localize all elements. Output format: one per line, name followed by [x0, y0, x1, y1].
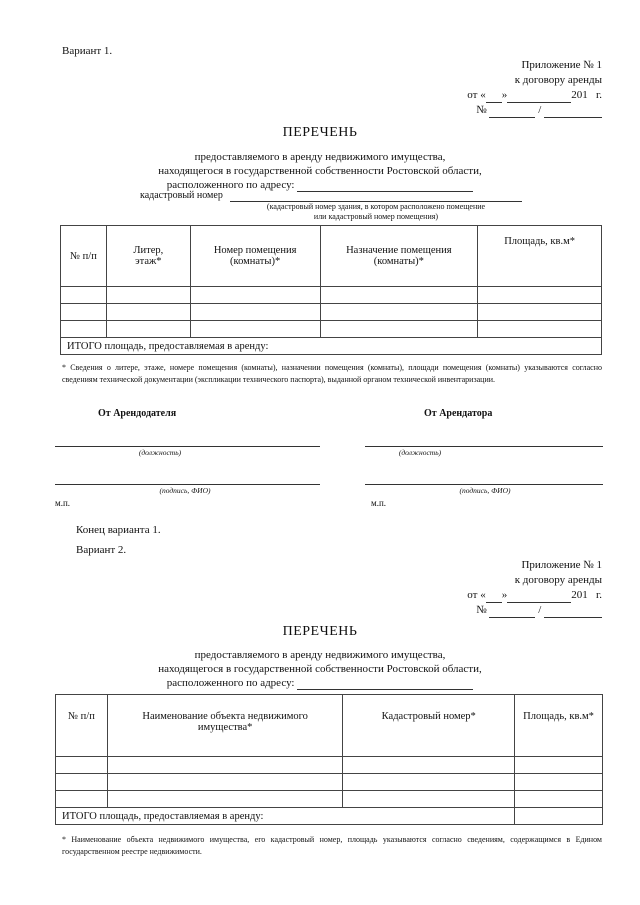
footnote-2: * Наименование объекта недвижимого имущества, его кадастровый номер, площадь указываются согласно сведениям, содержащимся в Едином государственном реестре недвижимости. [62, 835, 602, 856]
lessor-title: От Арендодателя [98, 408, 177, 419]
col-purpose-header: Назначение помещения (комнаты)* [320, 226, 478, 287]
lessee-stamp: м.п. [371, 498, 387, 508]
annex-header-1 [402, 58, 602, 118]
lessor-position-line [55, 446, 320, 447]
col-number-header: № п/п [56, 695, 108, 757]
col-object-name-header: Наименование объекта недвижимого имущества* [107, 695, 343, 757]
lessee-position-line [365, 446, 603, 447]
table-header-row [56, 695, 603, 757]
annex-contract: к договору аренды [514, 74, 602, 86]
table-row [61, 304, 602, 321]
annex-number: № / [402, 603, 602, 618]
annex-title: Приложение № 1 [521, 559, 602, 571]
footnote-1: * Сведения о литере, этаже, номере помещения (комнаты), назначении помещения (комнаты), площади помещения (комнаты) указываются согласно сведениям технической документации (экспликации технического паспорта), выданной органом технической инвентаризации. [62, 363, 602, 384]
variant-2-label: Вариант 2. [76, 544, 127, 556]
premises-table-1 [60, 225, 602, 355]
col-cadastral-header: Кадастровый номер* [343, 695, 515, 757]
annex-date: от « » 201 г. [467, 589, 602, 601]
table-row [61, 287, 602, 304]
lessee-sign-caption: (подпись, ФИО) [459, 486, 511, 495]
table-row [56, 757, 603, 774]
table-header-row [61, 226, 602, 287]
col-number-header: № п/п [61, 226, 107, 287]
col-area-header: Площадь, кв.м* [515, 695, 603, 757]
table-total-row [56, 808, 603, 825]
table-row [61, 321, 602, 338]
col-room-number-header: Номер помещения (комнаты)* [190, 226, 320, 287]
table-row [56, 791, 603, 808]
col-area-header: Площадь, кв.м* [478, 226, 602, 287]
premises-table-2 [55, 694, 603, 825]
variant-1-label: Вариант 1. [62, 45, 113, 57]
cadastral-label: кадастровый номер [140, 190, 223, 201]
table-row [56, 774, 603, 791]
annex-title: Приложение № 1 [521, 59, 602, 71]
list-subtitle-2: предоставляемого в аренду недвижимого имущества, находящегося в государственной собственности Ростовской области, расположенного по адресу: [158, 649, 482, 689]
table-total-label: ИТОГО площадь, предоставляемая в аренду: [56, 808, 515, 825]
list-title-1: ПЕРЕЧЕНЬ [282, 125, 358, 140]
cadastral-note: (кадастровый номер здания, в котором расположено помещение или кадастровый номер помещения) [266, 202, 486, 221]
annex-contract: к договору аренды [514, 574, 602, 586]
lessor-position-caption: (должность) [138, 448, 182, 457]
table-total-label: ИТОГО площадь, предоставляемая в аренду: [61, 338, 602, 355]
lessor-stamp: м.п. [55, 498, 71, 508]
variant-1-end: Конец варианта 1. [76, 524, 161, 536]
annex-header-2 [402, 558, 602, 618]
lessee-sign-line [365, 484, 603, 485]
table-total-row [61, 338, 602, 355]
col-litera-header: Литер, этаж* [106, 226, 190, 287]
list-subtitle-1: предоставляемого в аренду недвижимого имущества, находящегося в государственной собственности Ростовской области, расположенного по адресу: [158, 151, 482, 191]
annex-number: № / [402, 103, 602, 118]
lessor-sign-line [55, 484, 320, 485]
annex-date: от « » 201 г. [467, 89, 602, 101]
lessor-sign-caption: (подпись, ФИО) [159, 486, 211, 495]
list-title-2: ПЕРЕЧЕНЬ [282, 624, 358, 639]
lessee-position-caption: (должность) [398, 448, 442, 457]
lessee-title: От Арендатора [424, 408, 493, 419]
